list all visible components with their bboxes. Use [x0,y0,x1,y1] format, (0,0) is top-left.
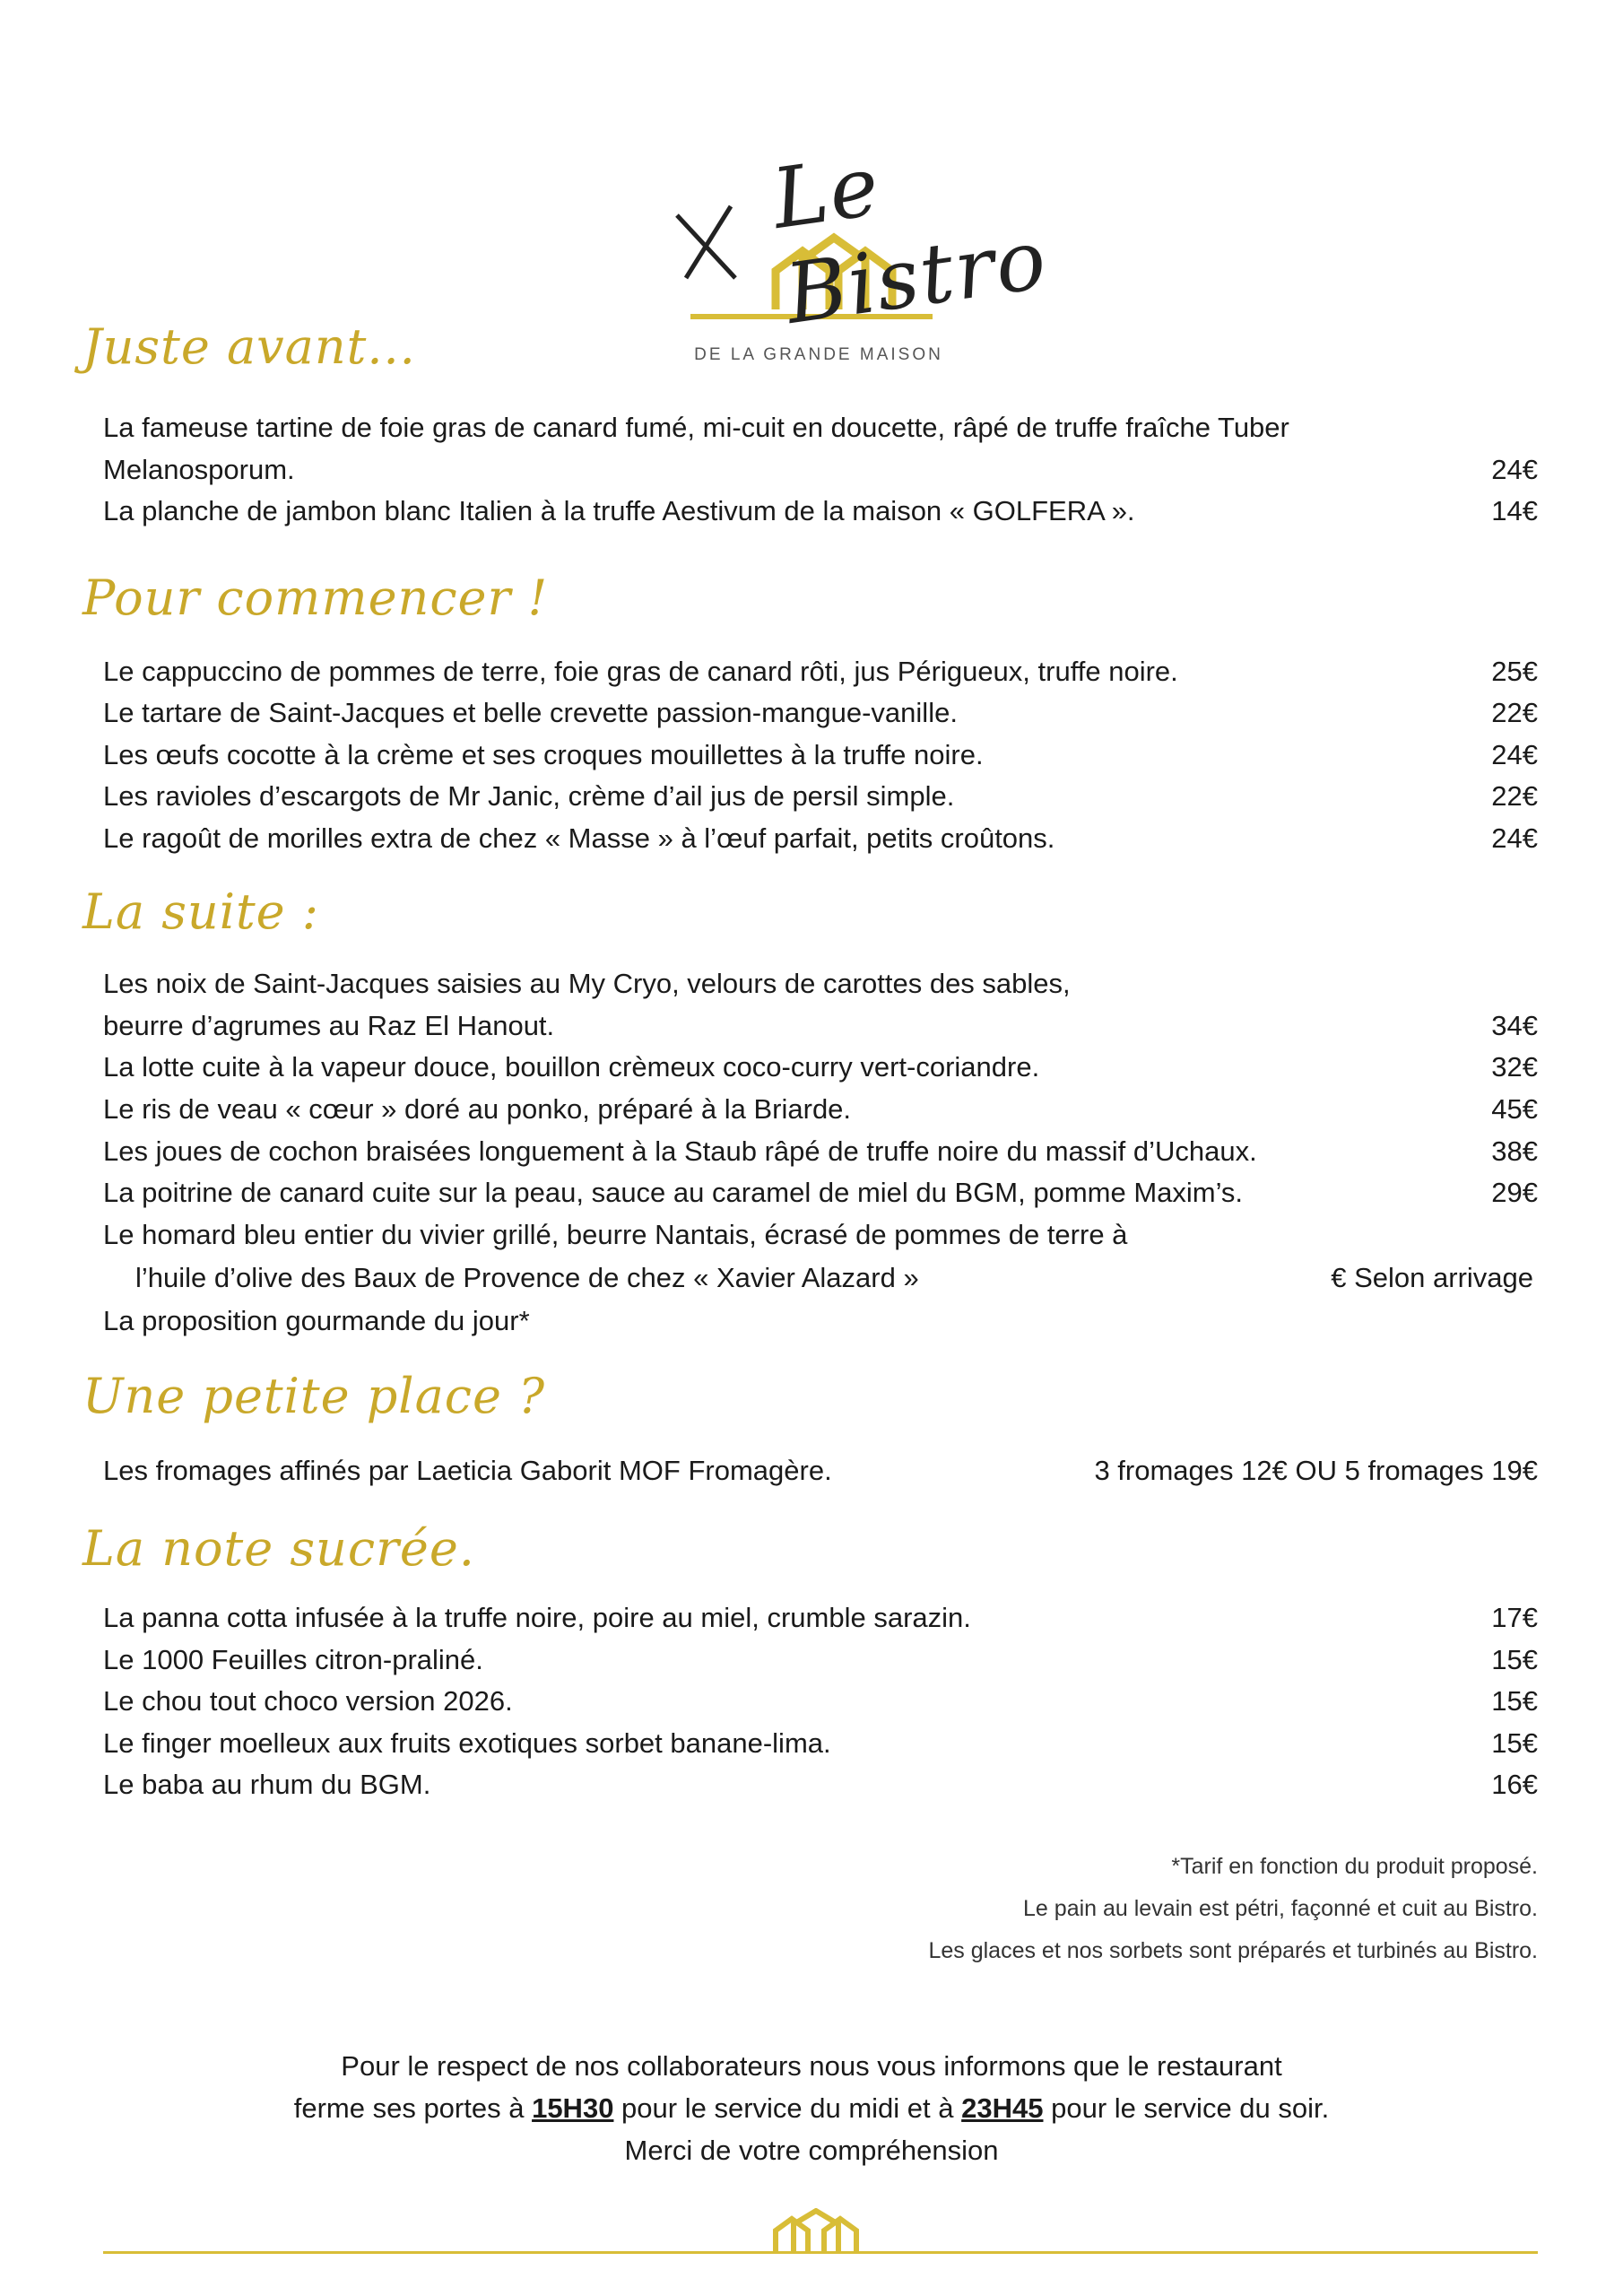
menu-item: Le 1000 Feuilles citron-praliné. 15€ [103,1640,1538,1680]
menu-item: Melanosporum. 24€ [103,450,1538,490]
menu-item: Le ris de veau « cœur » doré au ponko, préparé à la Briarde. 45€ [103,1090,1538,1129]
restaurant-logo [668,137,1054,372]
time-midi: 15H30 [532,2092,614,2124]
note-glaces: Les glaces et nos sorbets sont préparés et turbinés au Bistro. [928,1938,1538,1963]
menu-item: Le ragoût de morilles extra de chez « Masse » à l’œuf parfait, petits croûtons. 24€ [103,819,1538,858]
item-price: 24€ [1491,822,1538,854]
item-price: 14€ [1491,495,1538,526]
menu-item: Le tartare de Saint-Jacques et belle crevette passion-mangue-vanille. 22€ [103,693,1538,733]
item-price: 24€ [1491,454,1538,485]
notice-line-1: Pour le respect de nos collaborateurs nous vous informons que le restaurant [341,2050,1282,2082]
note-pain: Le pain au levain est pétri, façonné et cuit au Bistro. [1023,1896,1538,1921]
note-tarif: *Tarif en fonction du produit proposé. [1171,1854,1538,1879]
item-price: 15€ [1491,1727,1538,1759]
menu-item: La poitrine de canard cuite sur la peau, sauce au caramel de miel du BGM, pomme Maxim’s. 29€ [103,1173,1538,1213]
menu-item: Les noix de Saint-Jacques saisies au My Cryo, velours de carottes des sables, [103,968,1071,999]
notice-line-2: ferme ses portes à 15H30 pour le service du midi et à 23H45 pour le service du soir. [293,2092,1330,2124]
item-price: 34€ [1491,1010,1538,1041]
closing-hours-notice [0,2045,1623,2171]
item-price: 25€ [1491,656,1538,687]
menu-item: l’huile d’olive des Baux de Provence de chez « Xavier Alazard » € Selon arrivage [103,1258,1538,1298]
menu-notes [928,1846,1538,1972]
menu-item: Les fromages affinés par Laeticia Gaborit MOF Fromagère. 3 fromages 12€ OU 5 fromages 19€ [103,1451,1538,1491]
section-title-juste-avant: Juste avant... [82,318,416,375]
item-price: 15€ [1491,1685,1538,1717]
item-price: 3 fromages 12€ OU 5 fromages 19€ [1094,1455,1538,1486]
menu-item: Les œufs cocotte à la crème et ses croques mouillettes à la truffe noire. 24€ [103,735,1538,775]
item-price: 22€ [1491,697,1538,728]
item-price: 15€ [1491,1644,1538,1675]
item-price: € Selon arrivage [1331,1262,1533,1293]
menu-item: La panna cotta infusée à la truffe noire, poire au miel, crumble sarazin. 17€ [103,1598,1538,1638]
item-price: 38€ [1491,1135,1538,1167]
menu-item: La proposition gourmande du jour* [103,1305,530,1336]
menu-item: Le baba au rhum du BGM. 16€ [103,1765,1538,1805]
menu-item: Le homard bleu entier du vivier grillé, beurre Nantais, écrasé de pommes de terre à [103,1219,1128,1250]
item-price: 16€ [1491,1769,1538,1800]
section-title-la-note-sucree: La note sucrée. [82,1520,475,1577]
time-soir: 23H45 [961,2092,1044,2124]
logo-subtitle: DE LA GRANDE MAISON [694,345,943,364]
house-footer-icon [767,2208,865,2262]
item-price: 45€ [1491,1093,1538,1125]
section-title-la-suite: La suite : [82,883,319,940]
footer-divider [103,2251,1538,2254]
menu-item: beurre d’agrumes au Raz El Hanout. 34€ [103,1006,1538,1046]
menu-item: La lotte cuite à la vapeur douce, bouillon crèmeux coco-curry vert-coriandre. 32€ [103,1048,1538,1087]
item-price: 32€ [1491,1051,1538,1083]
logo-text: Le Bistro [767,137,1054,343]
section-title-pour-commencer: Pour commencer ! [82,570,549,626]
notice-line-3: Merci de votre compréhension [624,2135,999,2166]
menu-item: La planche de jambon blanc Italien à la truffe Aestivum de la maison « GOLFERA ». 14€ [103,491,1538,531]
menu-item: Les joues de cochon braisées longuement à la Staub râpé de truffe noire du massif d’Uchaux. 38€ [103,1132,1538,1171]
item-price: 22€ [1491,780,1538,812]
menu-item: Le finger moelleux aux fruits exotiques sorbet banane-lima. 15€ [103,1724,1538,1763]
menu-item: Le cappuccino de pommes de terre, foie gras de canard rôti, jus Périgueux, truffe noire. 25€ [103,652,1538,691]
section-title-une-petite-place: Une petite place ? [82,1368,546,1424]
item-price: 29€ [1491,1177,1538,1208]
menu-item: La fameuse tartine de foie gras de canard fumé, mi-cuit en doucette, râpé de truffe fraîche Tuber [103,412,1289,443]
item-price: 17€ [1491,1602,1538,1633]
menu-item: Les ravioles d’escargots de Mr Janic, crème d’ail jus de persil simple. 22€ [103,777,1538,816]
menu-item: Le chou tout choco version 2026. 15€ [103,1682,1538,1721]
item-price: 24€ [1491,739,1538,770]
